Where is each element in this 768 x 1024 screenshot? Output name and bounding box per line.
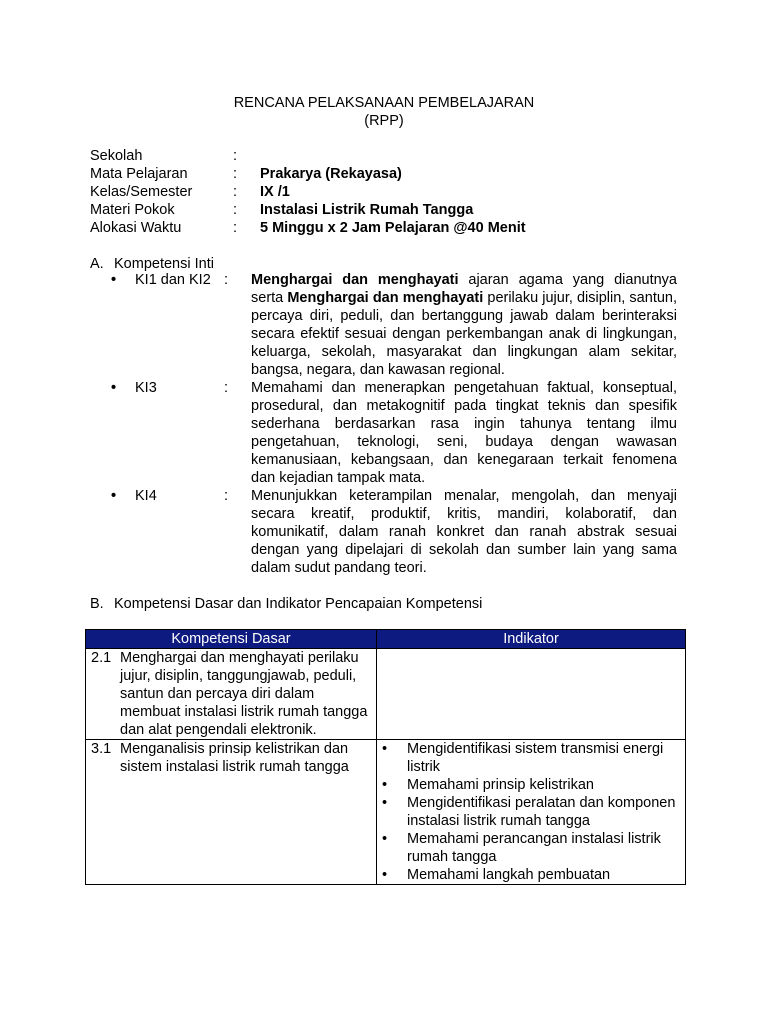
kd-number: 2.1 bbox=[91, 650, 112, 666]
ki-description: Menunjukkan keterampilan menalar, mengolah, dan menyaji secara kreatif, produktif, kritis, mandiri, kolaboratif, dan komunikatif, dalam ranah konkret dan ranah abstrak sesuai dengan yang dipelajari di sekolah dan sumber lain yang sama dalam sudut pandang teori. bbox=[251, 488, 677, 576]
list-item bbox=[377, 794, 681, 830]
section-number: A. bbox=[90, 256, 104, 272]
indicator-cell bbox=[377, 649, 686, 740]
kd-text: Menghargai dan menghayati perilaku jujur, disiplin, tanggungjawab, peduli, santun dan percaya diri dalam membuat instalasi listrik rumah tangga dan alat pengendali elektronik. bbox=[120, 650, 368, 738]
table-row bbox=[86, 649, 686, 740]
meta-value: 5 Minggu x 2 Jam Pelajaran @40 Menit bbox=[260, 220, 526, 236]
meta-label: Alokasi Waktu bbox=[90, 220, 182, 236]
meta-value: Instalasi Listrik Rumah Tangga bbox=[260, 202, 474, 218]
kd-cell bbox=[86, 740, 377, 885]
section-number: B. bbox=[90, 596, 104, 612]
bullet-icon: • bbox=[382, 831, 388, 847]
title-line-2: (RPP) bbox=[364, 113, 404, 129]
ki-label: KI4 bbox=[135, 488, 157, 504]
bullet-icon: • bbox=[382, 777, 388, 793]
section-b-heading bbox=[90, 595, 482, 613]
ki-text: ajaran agama yang dianutnya serta bbox=[251, 272, 677, 306]
ki-bold-phrase: Menghargai dan menghayati bbox=[251, 272, 459, 288]
title-line-1: RENCANA PELAKSANAAN PEMBELAJARAN bbox=[233, 95, 535, 111]
header-indikator: Indikator bbox=[377, 630, 686, 649]
meta-value: Prakarya (Rekayasa) bbox=[260, 166, 402, 182]
bullet-icon: • bbox=[111, 488, 117, 504]
kd-number: 3.1 bbox=[91, 741, 112, 757]
ki-colon: : bbox=[224, 380, 229, 396]
meta-colon: : bbox=[233, 220, 238, 236]
meta-colon: : bbox=[233, 184, 238, 200]
meta-label: Materi Pokok bbox=[90, 202, 175, 218]
indicator-text: Mengidentifikasi sistem transmisi energi listrik bbox=[407, 741, 664, 775]
list-item bbox=[377, 830, 681, 866]
kd-text: Menganalisis prinsip kelistrikan dan sistem instalasi listrik rumah tangga bbox=[120, 741, 349, 775]
document-title bbox=[0, 94, 768, 130]
indicator-text: Memahami perancangan instalasi listrik rumah tangga bbox=[407, 831, 661, 865]
meta-row-materi-pokok bbox=[90, 201, 526, 219]
table-header-row bbox=[86, 630, 686, 649]
meta-row-kelas-semester bbox=[90, 183, 526, 201]
meta-colon: : bbox=[233, 148, 238, 164]
section-title: Kompetensi Inti bbox=[114, 256, 214, 272]
ki-item-ki3 bbox=[111, 379, 677, 487]
indicator-text: Mengidentifikasi peralatan dan komponen instalasi listrik rumah tangga bbox=[407, 795, 676, 829]
meta-row-mata-pelajaran bbox=[90, 165, 526, 183]
ki-label: KI1 dan KI2 bbox=[135, 272, 211, 288]
ki-colon: : bbox=[224, 488, 229, 504]
list-item bbox=[377, 866, 681, 884]
list-item bbox=[377, 776, 681, 794]
ki-item-ki4 bbox=[111, 487, 677, 577]
indicator-cell bbox=[377, 740, 686, 885]
indicator-text: Memahami langkah pembuatan bbox=[407, 867, 611, 883]
ki-colon: : bbox=[224, 272, 229, 288]
meta-label: Mata Pelajaran bbox=[90, 166, 188, 182]
meta-value: IX /1 bbox=[260, 184, 290, 200]
bullet-icon: • bbox=[111, 380, 117, 396]
list-item bbox=[377, 740, 681, 776]
ki-description: Memahami dan menerapkan pengetahuan faktual, konseptual, prosedural, dan metakognitif pada tingkat teknis dan spesifik sederhana berdasarkan rasa ingin tahunya tentang ilmu pengetahuan, teknologi, seni, budaya dengan wawasan kemanusiaan, kebangsaan, dan kenegaraan terkait fenomena dan kejadian tampak mata. bbox=[251, 380, 677, 486]
ki-description bbox=[251, 271, 677, 379]
ki-item-ki1-ki2 bbox=[111, 271, 677, 379]
bullet-icon: • bbox=[382, 867, 388, 883]
meta-row-sekolah bbox=[90, 147, 526, 165]
competency-table bbox=[85, 629, 686, 885]
bullet-icon: • bbox=[382, 795, 388, 811]
ki-label: KI3 bbox=[135, 380, 157, 396]
meta-label: Kelas/Semester bbox=[90, 184, 193, 200]
indicator-text: Memahami prinsip kelistrikan bbox=[407, 777, 594, 793]
ki-bold-phrase: Menghargai dan menghayati bbox=[287, 290, 484, 306]
meta-label: Sekolah bbox=[90, 148, 143, 164]
indicator-list bbox=[377, 740, 685, 884]
ki-text: perilaku jujur, disiplin, santun, percaya diri, peduli, dan bertanggung jawab dalam berinteraksi secara efektif sesuai dengan perkembangan anak di lingkungan, keluarga, sekolah, masyarakat dan lingkungan alam sekitar, bangsa, negara, dan kawasan regional. bbox=[251, 290, 677, 378]
identity-block bbox=[90, 147, 526, 237]
header-kompetensi-dasar: Kompetensi Dasar bbox=[86, 630, 377, 649]
kd-cell bbox=[86, 649, 377, 740]
meta-colon: : bbox=[233, 202, 238, 218]
meta-colon: : bbox=[233, 166, 238, 182]
bullet-icon: • bbox=[382, 741, 388, 757]
meta-row-alokasi-waktu bbox=[90, 219, 526, 237]
bullet-icon: • bbox=[111, 272, 117, 288]
section-title: Kompetensi Dasar dan Indikator Pencapaian Kompetensi bbox=[114, 596, 483, 612]
table-row bbox=[86, 740, 686, 885]
